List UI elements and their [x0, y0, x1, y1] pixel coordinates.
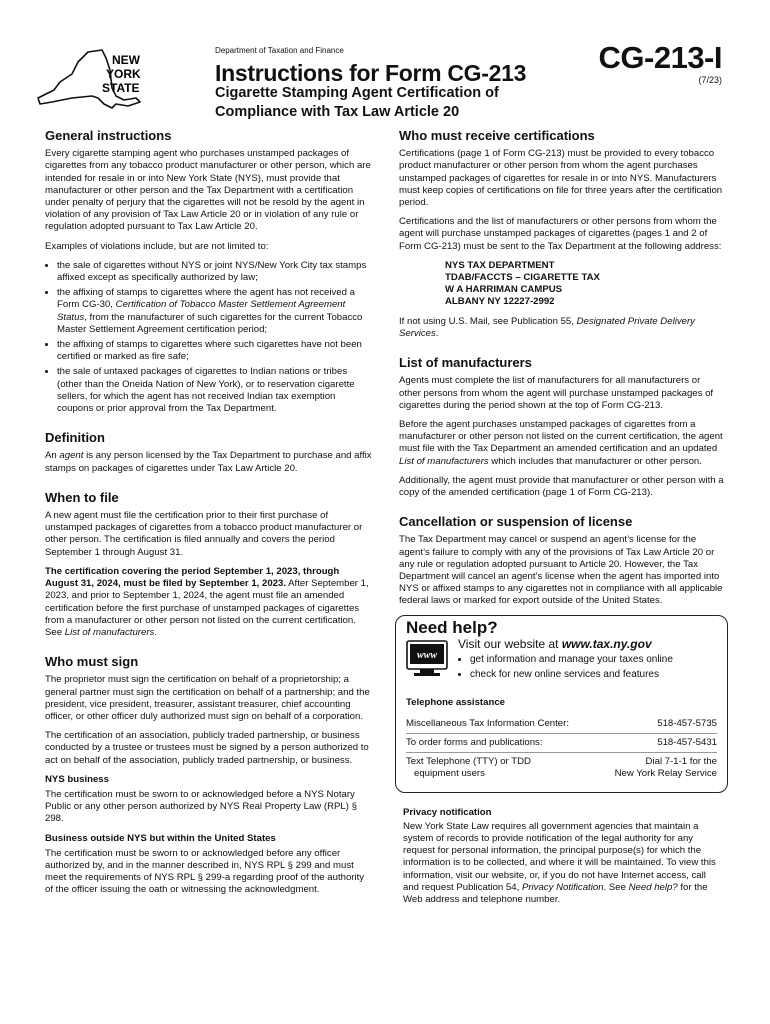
phone-row: To order forms and publications: 518-457-5431: [406, 734, 717, 753]
section-title-receive: Who must receive certifications: [399, 128, 595, 143]
subtitle-line-1: Cigarette Stamping Agent Certification of: [215, 85, 499, 101]
list-paragraph-2: Before the agent purchases unstamped packages of cigarettes from a manufacturer or other person not listed on the current certification, the agent must file with the Tax Department an amended certification and an updated List of manufacturers which includes that manufacturer or other person.: [399, 419, 723, 467]
general-paragraph: Every cigarette stamping agent who purchases unstamped packages of cigarettes from any tobacco product manufacturer or other person, which are intended for resale in or into New York State (NYS), must provide that manufacturer or other person and the Tax Department with a certification under penalty of perjury that the cigarettes will not be resold by the agent in violation of any provision of Tax Law Article 20 or in violation of any rule or regulation adopted pursuant to Tax Law Article 20.: [45, 148, 371, 233]
list-item: • the affixing of stamps to cigarettes where the agent has not received a Form CG-30, Certification of Tobacco Master Settlement Agreement Status, from the manufacturer of such cigarettes for the current Tobacco Master Settlement Agreement certification period;: [57, 287, 373, 336]
list-item: • check for new online services and features: [470, 669, 673, 681]
examples-intro: Examples of violations include, but are not limited to:: [45, 240, 269, 252]
mail-note: If not using U.S. Mail, see Publication 55, Designated Private Delivery Services.: [399, 315, 695, 340]
privacy-heading: Privacy notification: [403, 806, 492, 818]
nys-map-icon: [32, 44, 144, 112]
section-title-general: General instructions: [45, 128, 172, 143]
cancel-paragraph: The Tax Department may cancel or suspend an agent’s license for the agent’s failure to comply with any of the provisions of Tax Law Article 20 or any rule or regulation adopted pursuant to Article 20. However, the Tax Department will cancel an agent’s license when the agent has imported into NYS or affixed stamps to any cigarettes not in compliance with all applicable federal laws or marked for export outside of the United States.: [399, 534, 723, 607]
logo-text-new: NEW: [112, 53, 140, 67]
telephone-heading: Telephone assistance: [406, 696, 505, 708]
outside-nys-paragraph: The certification must be sworn to or acknowledged before any officer authorized by, and in the manner described in, NYS RPL § 299 and must meet the requirements of NYS RPL § 299-a regarding proof of the authority of the officer issuing the oath or witnessing the acknowledgment.: [45, 847, 365, 896]
list-paragraph-1: Agents must complete the list of manufacturers for all manufacturers or other persons from whom the agent will purchase unstamped packages of cigarettes during the period shown at the top of Form CG-213.: [399, 375, 714, 411]
computer-icon: [406, 640, 448, 678]
list-item: • get information and manage your taxes online: [470, 654, 673, 666]
page-title: Instructions for Form CG-213: [215, 60, 527, 86]
when-paragraph-2: The certification covering the period September 1, 2023, through August 31, 2024, must be filed by September 1, 2023. After September 1, 2023, and prior to September 1, 2024, the agent must file an amended certification before the first purchase of unstamped packages of cigarettes from a manufacturer or other person not listed on the current certification. See List of manufacturers.: [45, 565, 369, 638]
need-help-title: Need help?: [406, 617, 498, 637]
website-link[interactable]: www.tax.ny.gov: [561, 636, 652, 651]
privacy-section: [399, 807, 724, 907]
violations-list: [45, 260, 373, 415]
mailing-address: NYS TAX DEPARTMENT TDAB/FACCTS – CIGARETTE TAX W A HARRIMAN CAMPUS ALBANY NY 12227-2992: [445, 259, 600, 307]
form-number: CG-213-I: [598, 40, 722, 75]
section-title-cancel: Cancellation or suspension of license: [399, 514, 633, 530]
revision-date: (7/23): [698, 75, 722, 85]
section-title-when: When to file: [45, 489, 119, 505]
subtitle-line-2: Compliance with Tax Law Article 20: [215, 104, 460, 120]
list-item: • the affixing of stamps to cigarettes where such cigarettes have not been certified or marked as fire safe;: [57, 339, 373, 363]
help-list: [458, 654, 673, 681]
phone-row-tty: Text Telephone (TTY) or TDD equipment users Dial 7-1-1 for the New York Relay Service: [406, 756, 717, 780]
nys-logo: [32, 44, 144, 112]
svg-text:STATE: STATE: [102, 81, 140, 95]
left-column: [45, 130, 373, 904]
section-title-list: List of manufacturers: [399, 355, 532, 371]
list-item: • the sale of untaxed packages of cigarettes to Indian nations or tribes (other than the Oneida Nation of New York), or to reservation cigarette sellers, for which the agent has not received Indian tax exemption coupons or prior approval from the Tax Department.: [57, 366, 373, 415]
page-subtitle: [215, 84, 595, 122]
right-column: [399, 130, 724, 913]
phone-row: Miscellaneous Tax Information Center: 518-457-5735: [406, 715, 717, 734]
when-paragraph-1: A new agent must file the certification prior to their first purchase of unstamped packages of cigarettes from a tobacco product manufacturer or other person. The certification is filed annually and covers the period September 1 through August 31.: [45, 510, 363, 558]
sign-paragraph-1: The proprietor must sign the certification on behalf of a proprietorship; a general partner must sign the certification on behalf of a partnership; and the president, vice president, treasurer, assistant treasurer, chief accounting officer, or other officer duly authorized must sign on behalf of a corporation.: [45, 674, 370, 722]
svg-text:YORK: YORK: [106, 67, 141, 81]
section-title-sign: Who must sign: [45, 654, 139, 670]
section-title-definition: Definition: [45, 430, 105, 446]
receive-paragraph-1: Certifications (page 1 of Form CG-213) must be provided to every tobacco product manufacturer or other person from whom the agent purchases unstamped packages of cigarettes for resale in or into NYS. Manufacturers must keep copies of certifications on file for three years after the certification period.: [399, 148, 723, 209]
sign-paragraph-2: The certification of an association, publicly traded partnership, or business conducted by a trustee or trustees must be signed by a person authorized to act on behalf of the association, publicly traded partnership, or business.: [45, 730, 369, 766]
privacy-paragraph: New York State Law requires all government agencies that maintain a system of records to provide notification of the legal authority for any request for personal information, the principal purpose(s) for which the information is to be collected, and where it will be maintained. To view this information, visit our website, or, if you do not have Internet access, call and request Publication 54, Privacy Notification. See Need help? for the Web address and telephone number.: [403, 820, 716, 905]
website-line: Visit our website at www.tax.ny.gov: [458, 636, 652, 651]
definition-paragraph: An agent is any person licensed by the Tax Department to purchase and affix stamps on packages of cigarettes under Tax Law Article 20.: [45, 450, 372, 474]
receive-paragraph-2: Certifications and the list of manufacturers or other persons from whom the agent will purchase unstamped packages of cigarettes (pages 1 and 2 of Form CG-213) must be sent to the Tax Department at the following address:: [399, 216, 722, 252]
need-help-box: [395, 615, 728, 793]
list-paragraph-3: Additionally, the agent must provide that manufacturer or other person with a copy of the amended certification (page 1 of Form CG-213).: [399, 474, 724, 499]
list-item: • the sale of cigarettes without NYS or joint NYS/New York City tax stamps affixed except as specifically authorized by law;: [57, 260, 373, 284]
nys-business-paragraph: The certification must be sworn to or acknowledged before a NYS Notary Public or any other person authorized by NYS Real Property Law (RPL) § 298.: [45, 788, 357, 825]
subheading-nys-business: NYS business: [45, 773, 109, 785]
department-name: Department of Taxation and Finance: [215, 46, 344, 55]
svg-text:www: www: [416, 649, 438, 661]
subheading-outside-nys: Business outside NYS but within the United States: [45, 832, 276, 844]
